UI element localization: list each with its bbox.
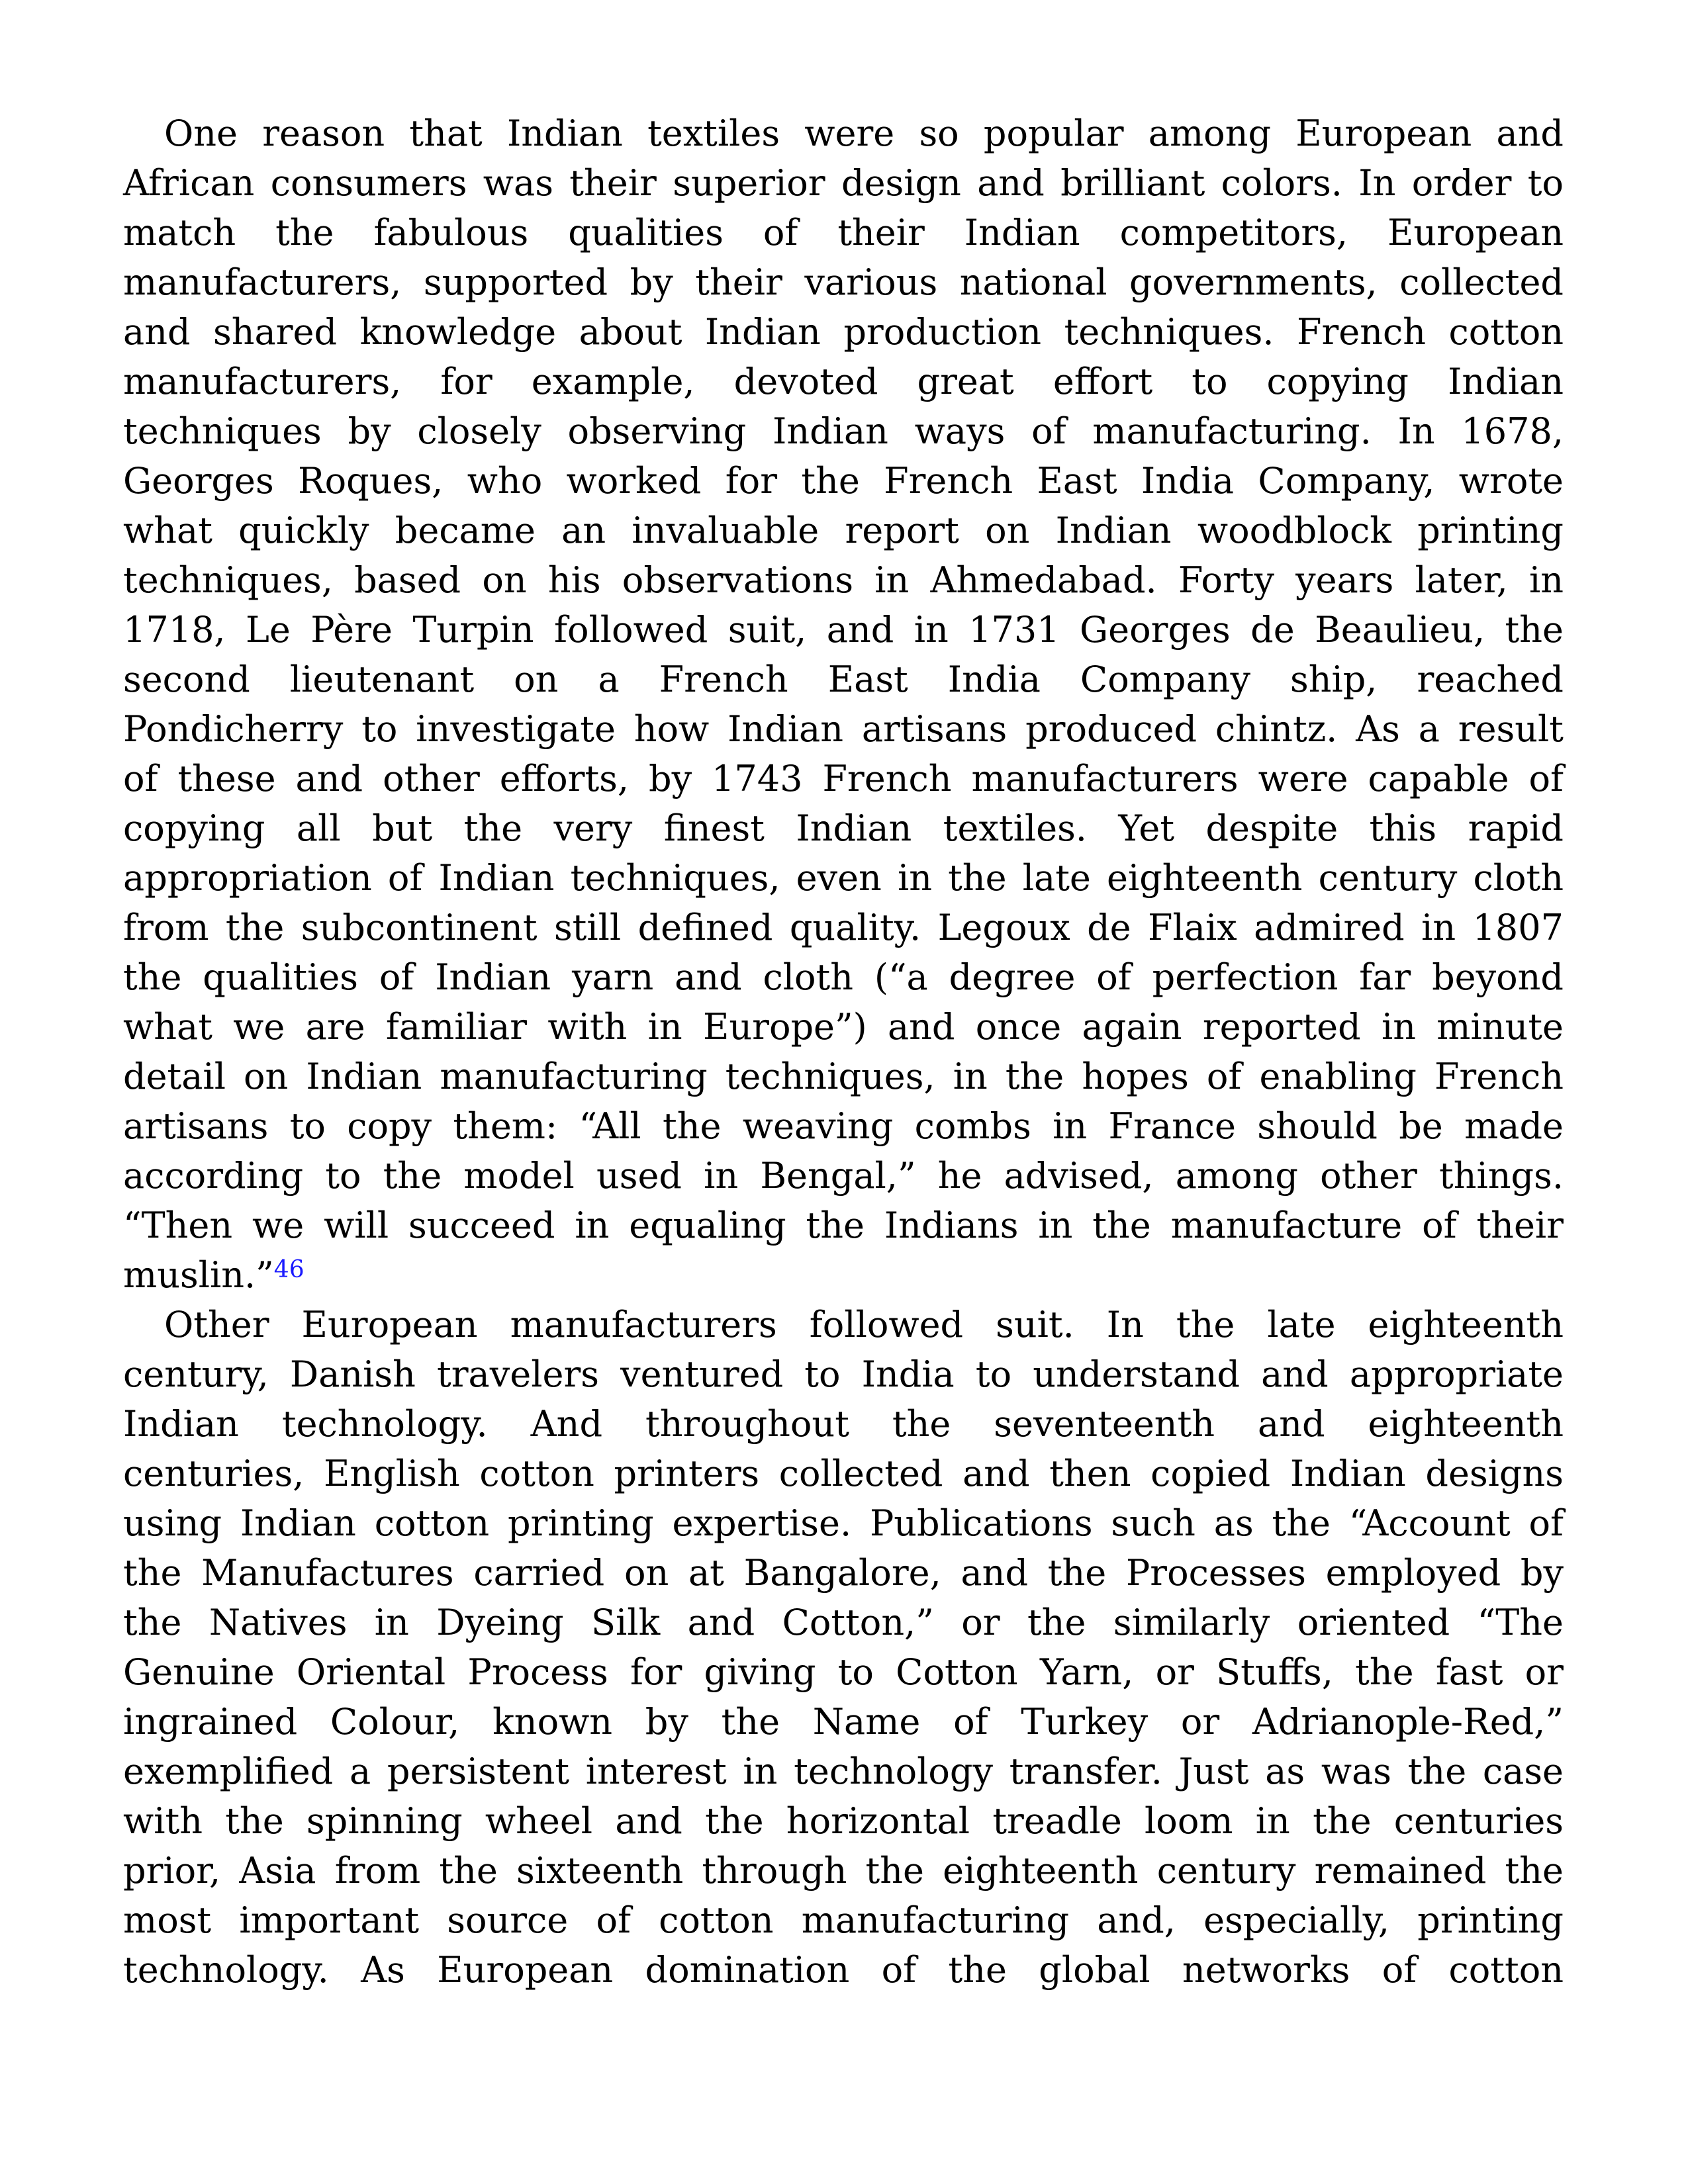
- text-line: from the subcontinent still defined quality. Legoux de Flaix admired in 1807: [123, 907, 1564, 948]
- text-line: Other European manufacturers followed suit. In the late eighteenth: [164, 1304, 1564, 1345]
- text-line: technology. As European domination of the global networks of cotton: [123, 1949, 1564, 1991]
- text-line: century, Danish travelers ventured to India to understand and appropriate: [123, 1353, 1564, 1395]
- text-line-last: [123, 1250, 1564, 1300]
- text-line: second lieutenant on a French East India Company ship, reached: [123, 659, 1564, 700]
- paragraph-1: [123, 109, 1564, 1300]
- text-line: centuries, English cotton printers collected and then copied Indian designs: [123, 1453, 1564, 1494]
- text-line: according to the model used in Bengal,” he advised, among other things.: [123, 1155, 1564, 1197]
- text-line: what we are familiar with in Europe”) and once again reported in minute: [123, 1006, 1564, 1048]
- text-line: what quickly became an invaluable report on Indian woodblock printing: [123, 510, 1564, 551]
- paragraph-2: [123, 1300, 1564, 1995]
- text-line: Indian technology. And throughout the seventeenth and eighteenth: [123, 1403, 1564, 1445]
- text-line: the Manufactures carried on at Bangalore, and the Processes employed by: [123, 1552, 1564, 1594]
- text-line: Pondicherry to investigate how Indian artisans produced chintz. As a result: [123, 708, 1564, 750]
- text-line: techniques by closely observing Indian ways of manufacturing. In 1678,: [123, 410, 1564, 452]
- footnote-reference-link[interactable]: 46: [273, 1256, 305, 1283]
- book-page: [123, 109, 1564, 1995]
- text-line: manufacturers, supported by their various national governments, collected: [123, 261, 1564, 303]
- text-line: 1718, Le Père Turpin followed suit, and in 1731 Georges de Beaulieu, the: [123, 609, 1564, 651]
- text-line: African consumers was their superior design and brilliant colors. In order to: [123, 162, 1564, 204]
- text-line: manufacturers, for example, devoted great effort to copying Indian: [123, 361, 1564, 402]
- text-line: ingrained Colour, known by the Name of Turkey or Adrianople-Red,”: [123, 1701, 1564, 1743]
- text-line: match the fabulous qualities of their Indian competitors, European: [123, 212, 1564, 253]
- text-line: the Natives in Dyeing Silk and Cotton,” or the similarly oriented “The: [123, 1602, 1564, 1643]
- text-line: One reason that Indian textiles were so popular among European and: [164, 113, 1564, 154]
- text-line: techniques, based on his observations in Ahmedabad. Forty years later, in: [123, 559, 1564, 601]
- text-line: of these and other efforts, by 1743 French manufacturers were capable of: [123, 758, 1564, 799]
- text-line: and shared knowledge about Indian production techniques. French cotton: [123, 311, 1564, 353]
- text-line: appropriation of Indian techniques, even in the late eighteenth century cloth: [123, 857, 1564, 899]
- text-line: Georges Roques, who worked for the French East India Company, wrote: [123, 460, 1564, 502]
- text-line: copying all but the very finest Indian textiles. Yet despite this rapid: [123, 807, 1564, 849]
- text-line: “Then we will succeed in equaling the Indians in the manufacture of their: [123, 1205, 1564, 1246]
- text-line: artisans to copy them: “All the weaving combs in France should be made: [123, 1105, 1564, 1147]
- text-line-content: muslin.”: [123, 1254, 274, 1296]
- text-line: using Indian cotton printing expertise. Publications such as the “Account of: [123, 1502, 1564, 1544]
- text-line: exemplified a persistent interest in technology transfer. Just as was the case: [123, 1751, 1564, 1792]
- text-line: detail on Indian manufacturing techniques, in the hopes of enabling French: [123, 1056, 1564, 1097]
- text-line: most important source of cotton manufacturing and, especially, printing: [123, 1899, 1564, 1941]
- text-line: with the spinning wheel and the horizontal treadle loom in the centuries: [123, 1800, 1564, 1842]
- text-line: the qualities of Indian yarn and cloth (“a degree of perfection far beyond: [123, 956, 1564, 998]
- text-line: Genuine Oriental Process for giving to Cotton Yarn, or Stuffs, the fast or: [123, 1651, 1564, 1693]
- text-line: prior, Asia from the sixteenth through the eighteenth century remained the: [123, 1850, 1564, 1891]
